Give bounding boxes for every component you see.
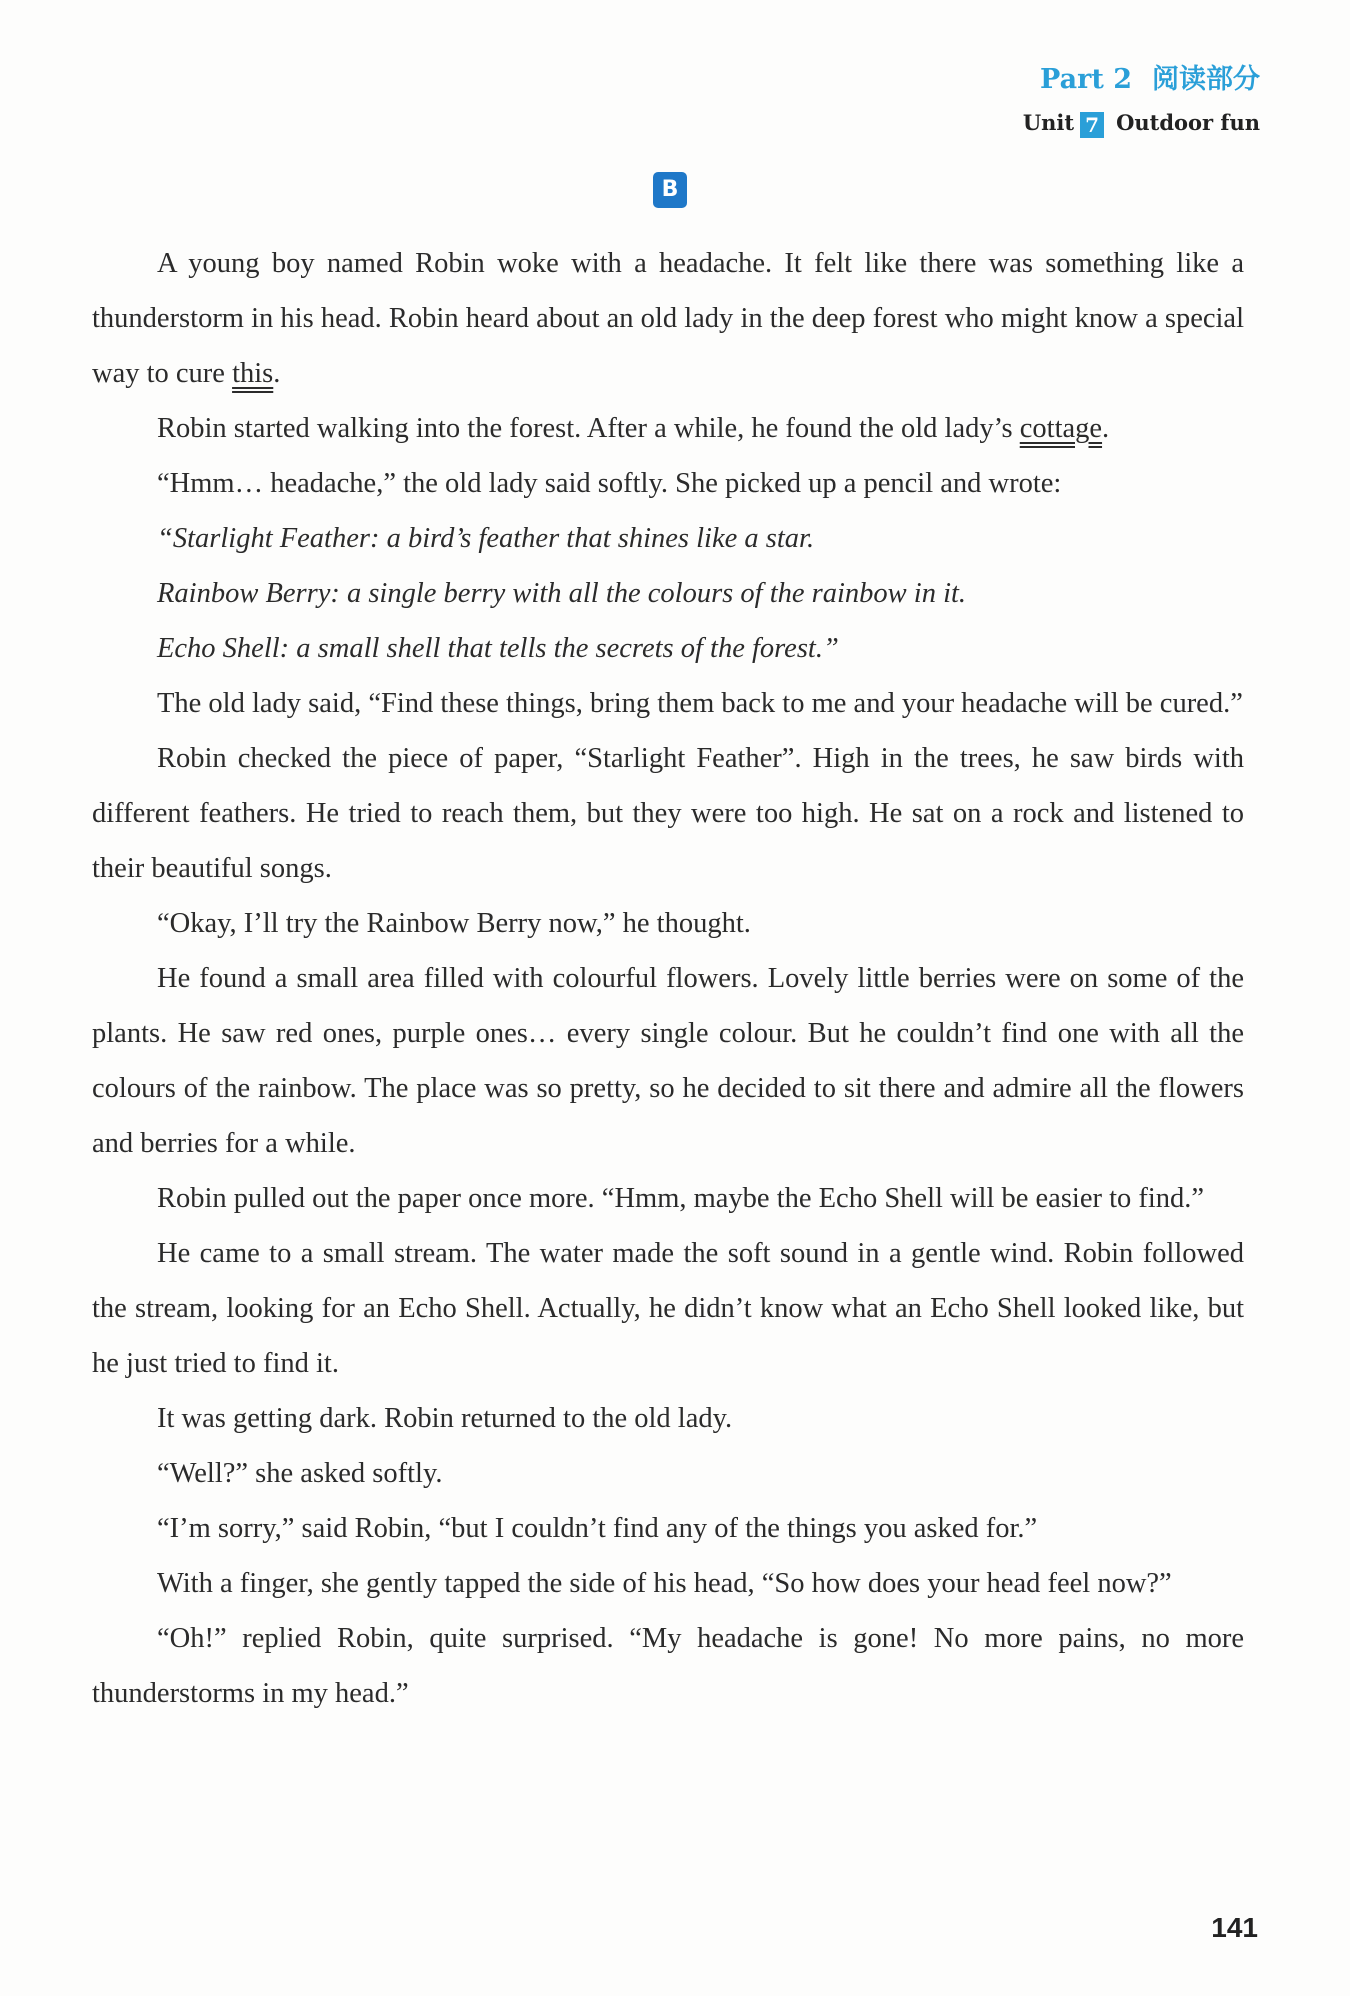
paragraph: He found a small area filled with colourful flowers. Lovely little berries were on some of the plants. He saw red ones, purple ones… every single colour. But he couldn’t find one with all the colours of the rainbow. The place was so pretty, so he decided to sit there and admire all the flowers and berries for a while. <box>92 963 1244 1159</box>
paragraph: “Hmm… headache,” the old lady said softly. She picked up a pencil and wrote: <box>157 468 1062 499</box>
part-heading <box>1023 62 1260 98</box>
part-label: Part 2 <box>1040 64 1132 95</box>
paragraph: “Okay, I’ll try the Rainbow Berry now,” he thought. <box>157 908 751 939</box>
paragraph: The old lady said, “Find these things, bring them back to me and your headache will be cured.” <box>157 688 1243 719</box>
paragraph: Robin checked the piece of paper, “Starlight Feather”. High in the trees, he saw birds with different feathers. He tried to reach them, but they were too high. He sat on a rock and listened to their beautiful songs. <box>92 743 1244 884</box>
unit-label: Unit <box>1022 110 1075 135</box>
paragraph: He came to a small stream. The water made the soft sound in a gentle wind. Robin followed the stream, looking for an Echo Shell. Actually, he didn’t know what an Echo Shell looked like, but he just tried to find it. <box>92 1238 1244 1379</box>
paragraph: “I’m sorry,” said Robin, “but I couldn’t find any of the things you asked for.” <box>157 1513 1038 1544</box>
note-line: “Starlight Feather: a bird’s feather that shines like a star. <box>157 523 815 554</box>
page-header <box>1023 62 1260 138</box>
underlined-word: this <box>232 358 274 389</box>
paragraph: With a finger, she gently tapped the side of his head, “So how does your head feel now?” <box>157 1568 1172 1599</box>
paragraph: It was getting dark. Robin returned to the old lady. <box>157 1403 733 1434</box>
paragraph: “Well?” she asked softly. <box>157 1458 443 1489</box>
part-chinese-label: 阅读部分 <box>1152 64 1260 95</box>
paragraph: “Oh!” replied Robin, quite surprised. “My headache is gone! No more pains, no more thunderstorms in my head.” <box>92 1623 1244 1709</box>
unit-title: Outdoor fun <box>1116 110 1260 135</box>
page-number: 141 <box>1211 1912 1258 1943</box>
paragraph: Robin pulled out the paper once more. “Hmm, maybe the Echo Shell will be easier to find.” <box>157 1183 1205 1214</box>
section-badge: B <box>653 172 687 208</box>
unit-number-badge: 7 <box>1080 112 1104 138</box>
note-line: Echo Shell: a small shell that tells the secrets of the forest.” <box>157 633 839 664</box>
reading-passage <box>92 236 1244 1721</box>
unit-heading <box>1023 108 1260 138</box>
note-line: Rainbow Berry: a single berry with all the colours of the rainbow in it. <box>157 578 967 609</box>
paragraph: Robin started walking into the forest. After a while, he found the old lady’s cottage. <box>157 413 1110 444</box>
underlined-word: cottage <box>1019 413 1103 444</box>
paragraph: A young boy named Robin woke with a headache. It felt like there was something like a thunderstorm in his head. Robin heard about an old lady in the deep forest who might know a special way to cure this. <box>92 248 1244 389</box>
